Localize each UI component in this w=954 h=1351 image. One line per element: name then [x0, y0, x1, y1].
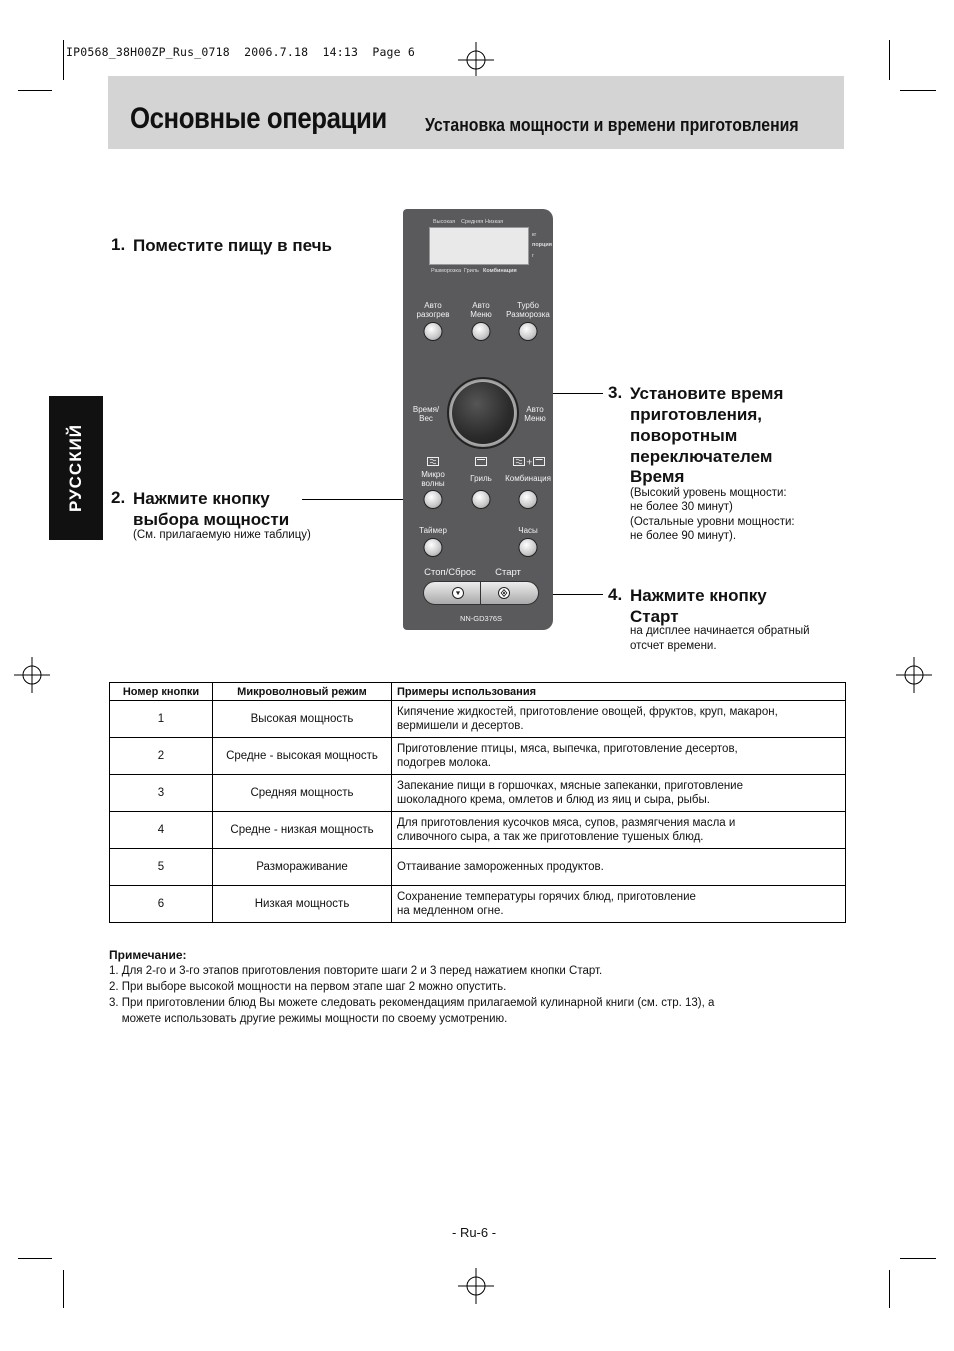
step-3-number: 3. — [608, 383, 623, 402]
step-3-note: (Остальные уровни мощности: — [630, 516, 795, 528]
note-item: можете использовать другие режимы мощности по своему усмотрению. — [109, 1013, 508, 1025]
power-levels-table — [109, 682, 846, 923]
mode-cell: Низкая мощность — [213, 886, 392, 923]
language-tab-label: РУССКИЙ — [66, 423, 85, 513]
display-indicator: Разморозка — [431, 268, 462, 274]
button-number-cell: 1 — [110, 701, 213, 738]
table-row — [110, 738, 846, 775]
usage-line: вермишели и десертов. — [397, 720, 524, 732]
crop-mark — [18, 1258, 52, 1259]
step-3-note: не более 30 минут) — [630, 501, 733, 513]
display-indicator: Комбинация — [483, 268, 517, 274]
auto-menu-label: Авто — [472, 301, 490, 310]
table-row — [110, 701, 846, 738]
control-panel-illustration — [403, 209, 553, 630]
display-unit: кг — [532, 232, 537, 238]
registration-mark-icon — [14, 657, 50, 693]
table-row — [110, 886, 846, 923]
microwave-power-button[interactable] — [424, 490, 443, 509]
microwave-icon — [427, 457, 439, 466]
notes-heading: Примечание: — [109, 948, 187, 962]
clock-button[interactable] — [519, 538, 538, 557]
step-3-title: Установите время — [630, 384, 784, 403]
combination-label: Комбинация — [505, 474, 551, 483]
print-header: IP0568_38H00ZP_Rus_0718 2006.7.18 14:13 Page 6 — [66, 45, 416, 59]
crop-mark — [900, 90, 936, 91]
auto-menu-dial-label: Авто — [526, 405, 544, 414]
step-1-number: 1. — [111, 235, 126, 254]
step-4-number: 4. — [608, 585, 623, 604]
table-row — [110, 849, 846, 886]
language-tab — [49, 396, 103, 540]
usage-cell — [392, 701, 846, 738]
panel-display — [429, 227, 529, 265]
display-indicator: Низкая — [485, 219, 504, 225]
auto-menu-button[interactable] — [472, 322, 491, 341]
grill-icon — [475, 457, 487, 466]
display-unit: порция — [532, 242, 553, 248]
crop-mark — [889, 40, 890, 80]
combination-button[interactable] — [519, 490, 538, 509]
mode-cell: Средне - высокая мощность — [213, 738, 392, 775]
page-title: Основные операции — [130, 102, 387, 135]
usage-line: Для приготовления кусочков мяса, супов, размягчения масла и — [397, 817, 736, 829]
usage-line: сливочного сыра, а так же приготовление тушеных блюд. — [397, 831, 704, 843]
stop-start-buttons — [423, 581, 539, 605]
display-indicator: Высокая — [433, 219, 456, 225]
step-2-note: (См. прилагаемую ниже таблицу) — [133, 529, 311, 541]
auto-reheat-label: разогрев — [416, 310, 450, 319]
page-number: - Ru-6 - — [452, 1225, 497, 1240]
usage-cell — [392, 886, 846, 923]
start-button[interactable] — [498, 587, 510, 599]
time-weight-label: Время/ — [412, 405, 440, 414]
pill-divider — [480, 581, 481, 605]
note-item: 3. При приготовлении блюд Вы можете следовать рекомендациям прилагаемой кулинарной книги (см. стр. 13), а — [109, 997, 715, 1009]
usage-line: Кипячение жидкостей, приготовление овощей, фруктов, круп, макарон, — [397, 706, 778, 718]
turbo-defrost-label: Турбо — [517, 301, 539, 310]
step-3-note: не более 90 минут). — [630, 530, 737, 542]
table-header-row — [110, 683, 846, 701]
microwave-label: волны — [421, 479, 445, 488]
usage-line: подогрев молока. — [397, 757, 491, 769]
usage-line: Оттаивание замороженных продуктов. — [397, 861, 604, 873]
start-icon — [499, 588, 509, 598]
usage-line: Приготовление птицы, мяса, выпечка, приготовление десертов, — [397, 743, 738, 755]
timer-label: Таймер — [419, 526, 447, 535]
display-indicator: Гриль — [464, 268, 479, 274]
model-label: NN-GD376S — [459, 614, 503, 623]
auto-menu-label: Меню — [470, 310, 492, 319]
time-weight-label: Вес — [419, 414, 433, 423]
usage-line: шоколадного крема, омлетов и блюд из яиц и сыра, рыбы. — [397, 794, 710, 806]
button-number-cell: 4 — [110, 812, 213, 849]
step-4-title: Нажмите кнопку — [630, 586, 767, 605]
mode-cell: Высокая мощность — [213, 701, 392, 738]
step-4-note: на дисплее начинается обратный — [630, 625, 810, 637]
button-number-cell: 5 — [110, 849, 213, 886]
table-header-cell: Примеры использования — [392, 683, 846, 701]
usage-line: на медленном огне. — [397, 905, 504, 917]
combination-icon — [513, 457, 547, 466]
stop-icon — [453, 588, 463, 598]
button-number-cell: 2 — [110, 738, 213, 775]
stop-reset-label: Стоп/Сброс — [424, 567, 476, 578]
auto-menu-dial-label: Меню — [524, 414, 546, 423]
start-label: Старт — [495, 567, 521, 578]
step-3-title: переключателем — [630, 447, 773, 466]
table-header-cell: Микроволновый режим — [213, 683, 392, 701]
timer-button[interactable] — [424, 538, 443, 557]
microwave-label: Микро — [421, 470, 445, 479]
mode-cell: Размораживание — [213, 849, 392, 886]
registration-mark-icon — [896, 657, 932, 693]
registration-mark-icon — [458, 42, 494, 78]
table-row — [110, 775, 846, 812]
mode-cell: Средне - низкая мощность — [213, 812, 392, 849]
crop-mark — [889, 1270, 890, 1308]
step-2-title: выбора мощности — [133, 510, 290, 529]
crop-mark — [63, 40, 64, 80]
step-3-title: приготовления, — [630, 405, 763, 424]
note-item: 2. При выборе высокой мощности на первом этапе шаг 2 можно опустить. — [109, 981, 507, 993]
usage-cell — [392, 775, 846, 812]
step-2-number: 2. — [111, 488, 126, 507]
table-row — [110, 812, 846, 849]
turbo-defrost-button[interactable] — [519, 322, 538, 341]
step-4-title: Старт — [630, 607, 679, 626]
usage-line: Запекание пищи в горшочках, мясные запеканки, приготовление — [397, 780, 744, 792]
grill-button[interactable] — [472, 490, 491, 509]
svg-text:+: + — [526, 457, 533, 466]
usage-cell — [392, 812, 846, 849]
step-3-title: поворотным — [630, 426, 738, 445]
note-item: 1. Для 2-го и 3-го этапов приготовления повторите шаги 2 и 3 перед нажатием кнопки Старт. — [109, 965, 603, 977]
step-3-note: (Высокий уровень мощности: — [630, 487, 787, 499]
mode-cell: Средняя мощность — [213, 775, 392, 812]
table-header-cell: Номер кнопки — [110, 683, 213, 701]
auto-reheat-label: Авто — [424, 301, 442, 310]
display-unit: г — [532, 253, 535, 259]
dial-knob[interactable] — [452, 382, 514, 444]
display-indicator: Средняя — [461, 219, 484, 225]
grill-label: Гриль — [470, 474, 492, 483]
page-subtitle: Установка мощности и времени приготовления — [425, 115, 799, 135]
button-number-cell: 3 — [110, 775, 213, 812]
turbo-defrost-label: Разморозка — [506, 310, 550, 319]
crop-mark — [900, 1258, 936, 1259]
step-4-note: отсчет времени. — [630, 640, 717, 652]
button-number-cell: 6 — [110, 886, 213, 923]
stop-reset-button[interactable] — [452, 587, 464, 599]
crop-mark — [63, 1270, 64, 1308]
usage-cell — [392, 738, 846, 775]
clock-label: Часы — [518, 526, 538, 535]
step-2-title: Нажмите кнопку — [133, 489, 270, 508]
step-1-title: Поместите пищу в печь — [133, 236, 332, 255]
usage-line: Сохранение температуры горячих блюд, приготовление — [397, 891, 696, 903]
auto-reheat-button[interactable] — [424, 322, 443, 341]
registration-mark-icon — [458, 1268, 494, 1304]
crop-mark — [18, 90, 52, 91]
usage-cell — [392, 849, 846, 886]
step-3-title: Время — [630, 467, 685, 486]
